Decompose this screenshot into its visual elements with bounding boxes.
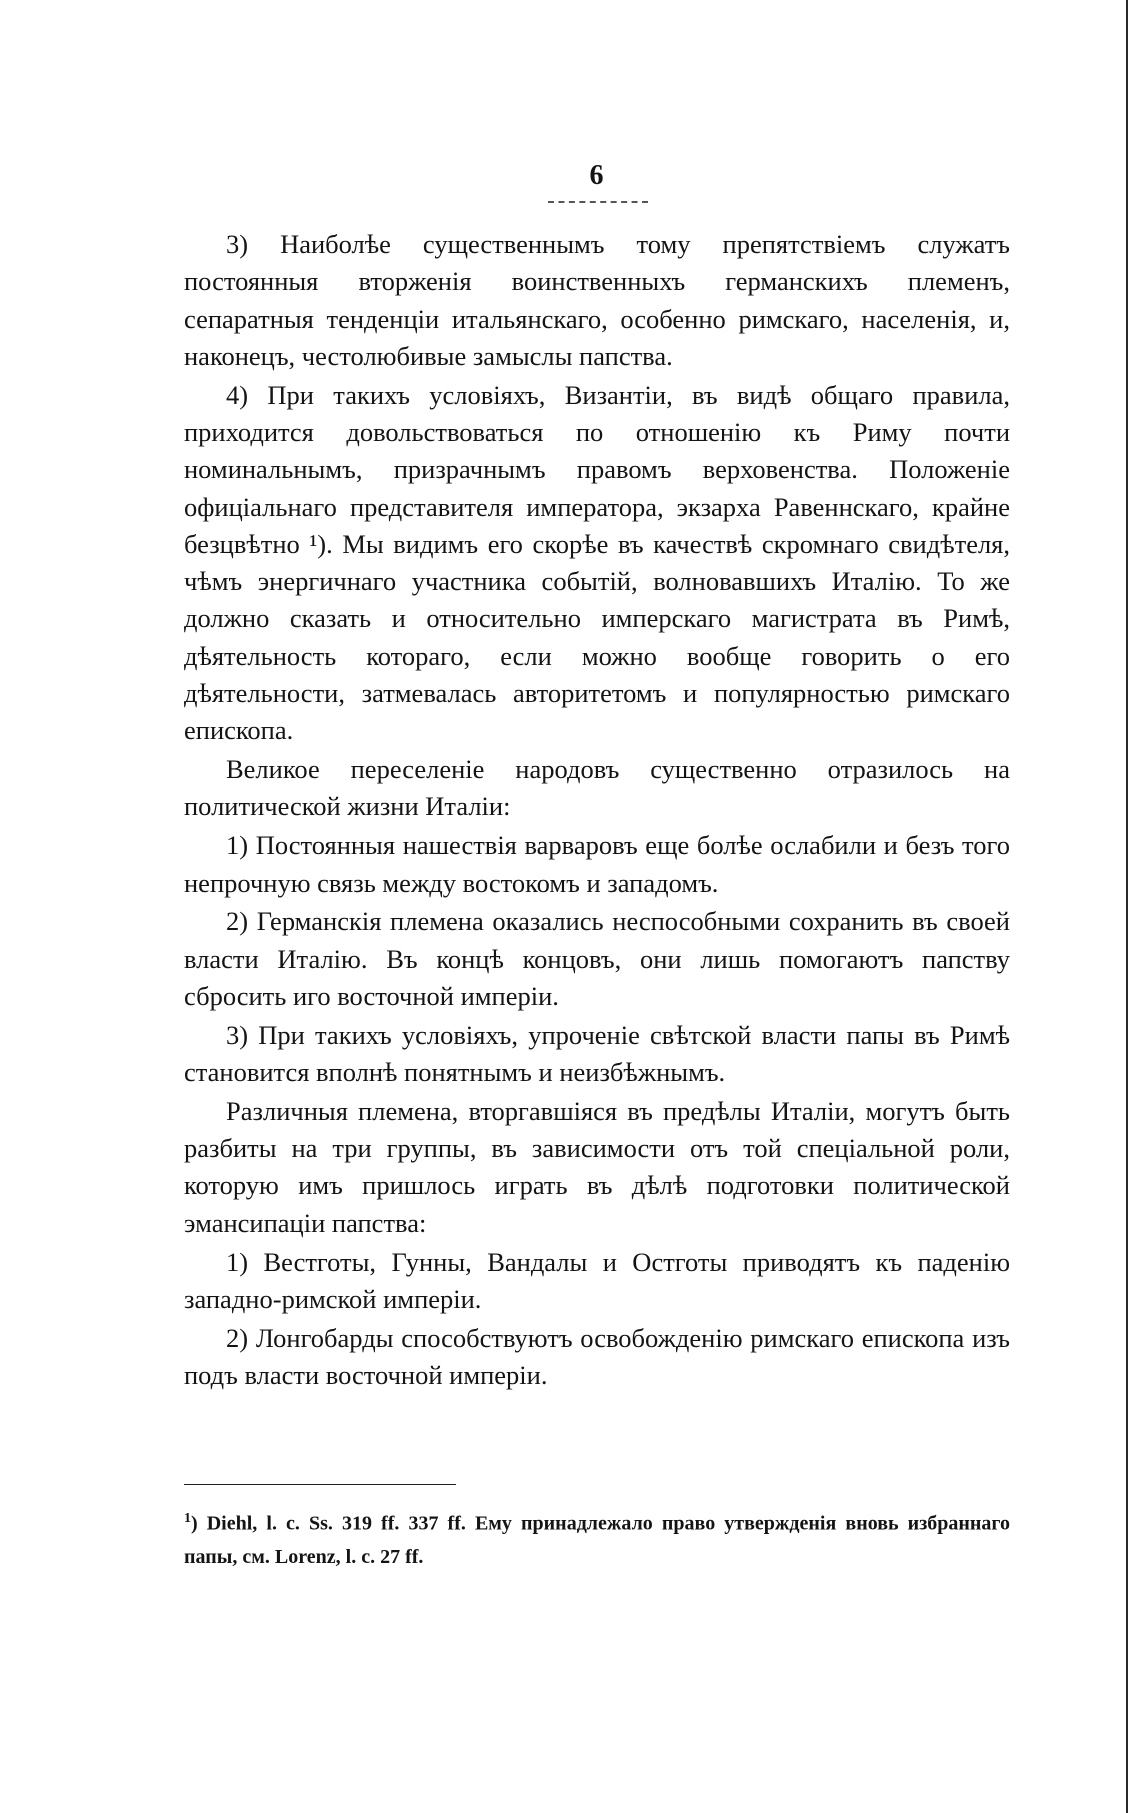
paragraph-8: 1) Вестготы, Гунны, Вандалы и Остготы приводятъ къ паденію западно-римской имперіи.: [184, 1246, 1010, 1314]
footnote: [184, 1502, 1010, 1574]
page-number: 6: [589, 160, 604, 191]
paragraph-6: 3) При такихъ условіяхъ, упроченіе свѣтской власти папы въ Римѣ становится вполнѣ понятнымъ и неизбѣжнымъ.: [184, 1019, 1010, 1088]
page-number-rule: [548, 201, 648, 204]
paragraph-2: 4) При такихъ условіяхъ, Византіи, въ видѣ общаго правила, приходится довольствоваться по отношенію къ Риму почти номинальнымъ, призрачнымъ правомъ верховенства. Положеніе офиціальнаго представителя императора, экзарха Равеннскаго, крайне безцвѣтно ¹). Мы видимъ его скорѣе въ качествѣ скромнаго свидѣтеля, чѣмъ энергичнаго участника событій, волновавшихъ Италію. То же должно сказать и относительно имперскаго магистрата въ Римѣ, дѣятельность котораго, если можно вообще говорить о его дѣятельности, затмевалась авторитетомъ и популярностью римскаго епископа.: [184, 379, 1010, 746]
page-edge-line: [1126, 0, 1128, 1813]
paragraph-7: Различныя племена, вторгавшіяся въ предѣлы Италіи, могутъ быть разбиты на три группы, въ зависимости отъ той спеціальной роли, которую имъ пришлось играть въ дѣлѣ подготовки политической эмансипаціи папства:: [184, 1095, 1010, 1238]
paragraph-9: 2) Лонгобарды способствуютъ освобожденію римскаго епископа изъ подъ власти восточной имперіи.: [184, 1322, 1010, 1390]
paragraph-5: 2) Германскія племена оказались неспособными сохранить въ своей власти Италію. Въ концѣ концовъ, они лишь помогаютъ папству сбросить иго восточной имперіи.: [184, 906, 1010, 1011]
paragraph-3: Великое переселеніе народовъ существенно отразилось на политической жизни Италіи:: [184, 754, 1010, 822]
body-text: [184, 226, 1010, 1396]
paragraph-1: 3) Наиболѣе существеннымъ тому препятствіемъ служатъ постоянныя вторженія воинственныхъ германскихъ племенъ, сепаратныя тенденціи итальянскаго, особенно римскаго, населенія, и, наконецъ, честолюбивые замыслы папства.: [184, 229, 1010, 371]
footnote-divider: [184, 1484, 456, 1485]
footnote-text: ) Diehl, l. c. Ss. 319 ff. 337 ff. Ему принадлежало право утвержденія вновь избраннаго папы, см. Lorenz, l. c. 27 ff.: [184, 1512, 1010, 1568]
paragraph-4: 1) Постоянныя нашествія варваровъ еще болѣе ослабили и безъ того непрочную связь между востокомъ и западомъ.: [184, 830, 1010, 898]
footnote-marker: 1: [184, 1511, 191, 1526]
